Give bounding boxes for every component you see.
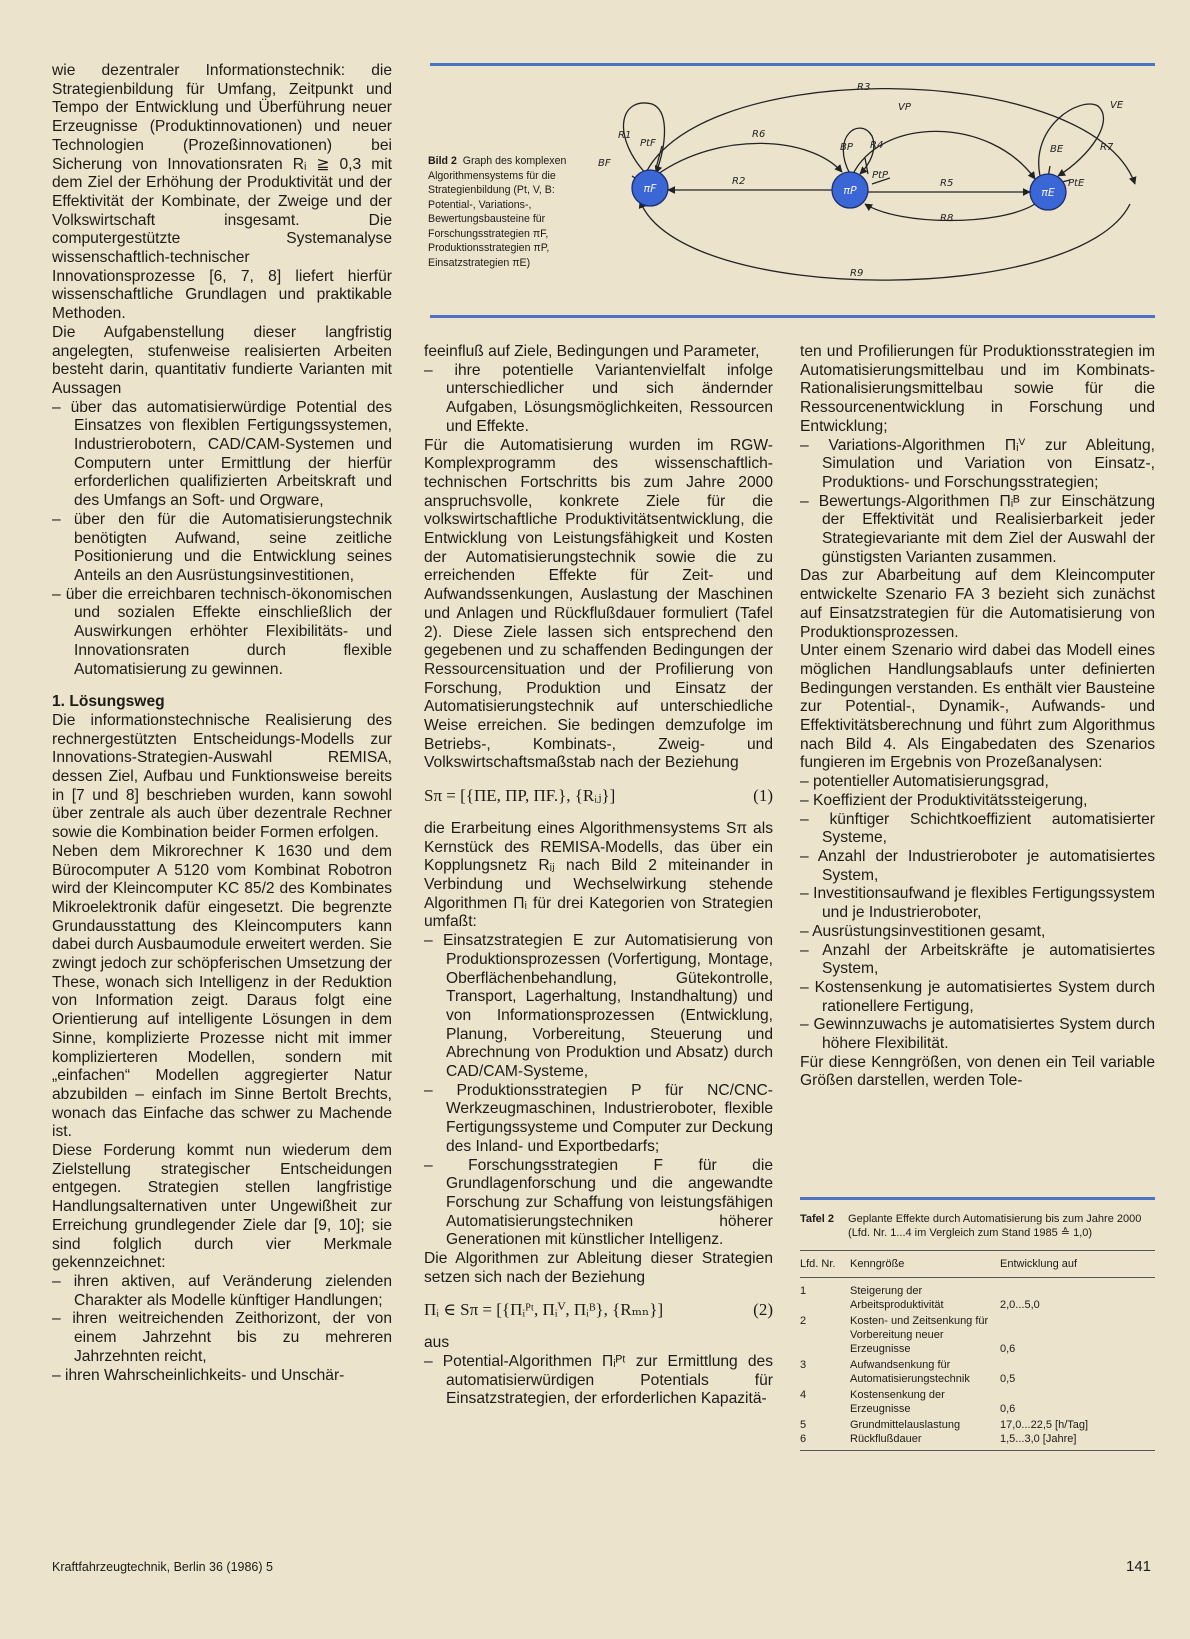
table-2: [800, 1212, 1155, 1451]
table-caption-text: Geplante Effekte durch Automatisierung bis zum Jahre 2000 (Lfd. Nr. 1...4 im Vergleich zum Stand 1985 ≙ 1,0): [848, 1213, 1142, 1239]
table-cell: 3: [800, 1359, 807, 1371]
block-label: BE: [1050, 144, 1064, 155]
paragraph: Die Aufgabenstellung dieser langfristig angelegten, stufenweise realisierten Arbeiten besteht darin, quantitativ fundierte Varianten mit Aussagen: [52, 323, 392, 397]
text-column-2: [424, 343, 773, 1409]
table-cell: 0,6: [1000, 1403, 1016, 1415]
section-heading: 1. Lösungsweg: [52, 693, 165, 711]
edge-label: R3: [857, 82, 871, 93]
journal-footer: Kraftfahrzeugtechnik, Berlin 36 (1986) 5: [52, 1560, 273, 1574]
paragraph: Neben dem Mikrorechner K 1630 und dem Bürocomputer A 5120 vom Kombinat Robotron wird der Kleincomputer KC 85/2 des Kombinates Mikroelektronik dafür eingesetzt. Die begrenzte Grundausstattung des Kleincomputers kann dabei durch Ausbaumodule erweitert werden. Sie zwingt jedoch zur schöpferischen Umsetzung der These, wonach sich Intelligenz in der Reduktion von Information zeigt. Daraus folgt eine Orientierung auf intelligente Lösungen in dem Sinne, komplizierte Prozesse nicht mit immer komplizierteren Modellen, sondern mit „einfachen“ Modellen aggregierter Natur abzubilden – einfach im Sinne Bertolt Brechts, wonach das Einfache das schwer zu Machende ist.: [52, 842, 392, 1141]
figure-bottom-rule: [430, 315, 1155, 318]
loop-r7: [1039, 104, 1104, 176]
list-item: – über die erreichbaren technisch-ökonomischen und sozialen Effekte einschließlich der Auswirkungen erhöhter Flexibilitäts- und Innovationsraten durch flexible Automatisierung zu gewinnen.: [52, 585, 392, 678]
edge-label: R5: [940, 178, 954, 189]
block-label: BF: [598, 158, 611, 169]
list-item: – Ausrüstungsinvestitionen gesamt,: [800, 922, 1046, 940]
table-cell: Grundmittelauslastung: [850, 1419, 961, 1431]
list-item: – Bewertungs-Algorithmen Πᵢᴮ zur Einschätzung der Effektivität und Realisierbarkeit jeder Strategievariante mit dem Ziel der Auswahl der günstigsten Varianten zusammen.: [800, 492, 1155, 566]
table-cell: 4: [800, 1389, 807, 1401]
equation-2: [424, 1301, 773, 1320]
table-caption: [800, 1212, 1155, 1240]
list-item: – Forschungsstrategien F für die Grundlagenforschung und die angewandte Forschung zur Schaffung von leistungsfähigen Automatisierungstechniken höherer Generationen mit künstlicher Intelligenz.: [424, 1156, 773, 1249]
equation-body: Sπ = [{ΠE, ΠP, ΠF.}, {Rᵢⱼ}]: [424, 786, 616, 806]
equation-number: (1): [753, 786, 773, 806]
edge-label: R2: [732, 176, 746, 187]
figure-label: Bild 2: [428, 155, 457, 167]
list-item: – Variations-Algorithmen Πᵢⱽ zur Ableitung, Simulation und Variation von Einsatz-, Produktions- und Forschungsstrategien;: [800, 436, 1155, 491]
block-label: BP: [840, 142, 853, 153]
table-cell: 1: [800, 1285, 807, 1297]
list-item: – Einsatzstrategien E zur Automatisierung von Produktionsprozessen (Vorfertigung, Montage, Oberflächenbehandlung, Gütekontrolle, Transport, Lagerhaltung, Instandhaltung) und von Informationsprozessen (Entwicklung, Planung, Vorbereitung, Steuerung und Abrechnung von Produktion und Absatz) durch CAD/CAM-Systeme,: [424, 932, 773, 1081]
edge-label: R7: [1100, 142, 1114, 153]
table-cell: Steigerung der Arbeitsproduktivität: [850, 1285, 944, 1311]
edge-label: R1: [618, 130, 632, 141]
table-cell: 5: [800, 1419, 807, 1431]
list-item: – ihre potentielle Variantenvielfalt infolge unterschiedlicher und sich ändernder Aufgaben, Lösungsmöglichkeiten, Ressourcen und Effekte.: [424, 361, 773, 435]
block-label: VE: [1110, 100, 1124, 111]
paragraph: feeinfluß auf Ziele, Bedingungen und Parameter,: [424, 343, 760, 360]
table-cell: 17,0...22,5 [h/Tag]: [1000, 1419, 1089, 1431]
edge-label: R9: [850, 268, 864, 279]
equation-body: Πᵢ ∈ Sπ = [{Πᵢᴾᵗ, Πᵢⱽ, Πᵢᴮ}, {Rₘₙ}]: [424, 1300, 664, 1320]
table-row: [800, 1314, 1155, 1356]
table-label: Tafel 2: [800, 1213, 835, 1225]
block-label: PtP: [872, 170, 888, 181]
table-cell: 0,5: [1000, 1373, 1016, 1385]
paragraph: Unter einem Szenario wird dabei das Modell eines möglichen Handlungsablaufs unter definierten Bedingungen verstanden. Es enthält vier Bausteine zur Potential-, Dynamik-, Aufwands- und Effektivitätsberechnung und führt zum Algorithmus nach Bild 4. Als Eingabedaten des Szenarios fungieren im Ergebnis von Prozeßanalysen:: [800, 642, 1155, 772]
table-row: [800, 1358, 1155, 1386]
table-row: [800, 1284, 1155, 1312]
list-item: – Koeffizient der Produktivitätssteigerung,: [800, 791, 1088, 809]
table-cell: 0,6: [1000, 1343, 1016, 1355]
list-item: – künftiger Schichtkoeffizient automatisierter Systeme,: [800, 810, 1155, 847]
page-number: 141: [1126, 1558, 1152, 1575]
equation-1: [424, 787, 773, 806]
table-cell: Aufwandsenkung für Automatisierungstechnik: [850, 1359, 970, 1385]
edge-label: R8: [940, 213, 954, 224]
list-item: – ihren Wahrscheinlichkeits- und Unschär-: [52, 1366, 345, 1384]
list-item: – Anzahl der Arbeitskräfte je automatisiertes System,: [800, 941, 1155, 978]
paragraph: Diese Forderung kommt nun wiederum dem Zielstellung strategischer Entscheidungen entgegen. Strategien stellen langfristige Handlungsalternativen unter Ungewißheit zur Erreichung grundlegender Ziele dar [9, 10]; sie sind folglich durch vier Merkmale gekennzeichnet:: [52, 1142, 392, 1272]
table-cell: Rückflußdauer: [850, 1433, 922, 1445]
paragraph: ten und Profilierungen für Produktionsstrategien im Automatisierungsmittelbau und im Kombinats-Rationalisierungsmittelbau sowie für die Ressourcenentwicklung in Forschung und Entwicklung;: [800, 343, 1155, 435]
block-label: PtF: [640, 138, 656, 149]
table-top-rule: [800, 1197, 1155, 1200]
list-item: – Investitionsaufwand je flexibles Fertigungssystem und je Industrieroboter,: [800, 885, 1155, 922]
node-label-p: πP: [843, 184, 857, 197]
table-row: [800, 1432, 1155, 1446]
list-item: – ihren aktiven, auf Veränderung zielenden Charakter als Modelle künftiger Handlungen;: [52, 1273, 392, 1309]
text-column-1: [52, 62, 392, 1385]
text-column-3: [800, 343, 1155, 1091]
list-item: – Gewinnzuwachs je automatisiertes System durch höhere Flexibilität.: [800, 1016, 1155, 1053]
list-item: – Produktionsstrategien P für NC/CNC-Werkzeugmaschinen, Industrieroboter, flexible Fertigungssysteme und Computer zur Deckung des Inland- und Exportbedarfs;: [424, 1081, 773, 1155]
edge-label: R6: [752, 129, 766, 140]
list-item: – über das automatisierwürdige Potential des Einsatzes von flexiblen Fertigungssystemen, Industrierobotern, CAD/CAM-Systemen und Computern unter Ermittlung der hierfür erforderlichen qualifizierten Arbeitskraft und des Umfangs an Soft- und Orgware,: [52, 398, 392, 510]
list-item: – über den für die Automatisierungstechnik benötigten Aufwand, seine zeitliche Positionierung und die Entwicklung seines Anteils an den Ausrüstungsinvestitionen,: [52, 510, 392, 584]
figure-caption: [428, 154, 596, 270]
paragraph: die Erarbeitung eines Algorithmensystems Sπ als Kernstück des REMISA-Modells, das über ein Kopplungsnetz Rᵢⱼ nach Bild 2 miteinander in Verbindung und Wechselwirkung stehende Algorithmen Πᵢ für drei Kategorien von Strategien umfaßt:: [424, 819, 773, 931]
list-item: – potentieller Automatisierungsgrad,: [800, 773, 1049, 791]
list-item: – Anzahl der Industrieroboter je automatisiertes System,: [800, 847, 1155, 884]
paragraph: aus: [424, 1334, 450, 1352]
table-header: [800, 1250, 1155, 1278]
table-cell: 1,5...3,0 [Jahre]: [1000, 1433, 1077, 1445]
table-body: [800, 1278, 1155, 1451]
column-header: Entwicklung auf: [1000, 1258, 1078, 1270]
equation-number: (2): [753, 1300, 773, 1320]
table-row: [800, 1388, 1155, 1416]
block-label: VP: [898, 102, 911, 113]
edge-r6: [658, 143, 842, 174]
paragraph: Die Algorithmen zur Ableitung dieser Strategien setzen sich nach der Beziehung: [424, 1250, 773, 1286]
column-header: Lfd. Nr.: [800, 1258, 836, 1270]
node-label-f: πF: [643, 182, 657, 195]
list-item: – Potential-Algorithmen Πᵢᴾᵗ zur Ermittlung des automatisierwürdigen Potentials für Einsatzstrategien, der erforderlichen Kapazitä-: [424, 1352, 773, 1408]
node-label-e: πE: [1041, 186, 1055, 199]
column-header: Kenngröße: [850, 1258, 905, 1270]
table-cell: 2,0...5,0: [1000, 1299, 1040, 1311]
paragraph: wie dezentraler Informationstechnik: die Strategienbildung für Umfang, Zeitpunkt und Tempo der Entwicklung und Überführung neuer Erzeugnisse (Produktinnovationen) und neuer Technologien (Prozeßinnovationen) bei Sicherung von Innovationsraten Rᵢ ≧ 0,3 mit dem Ziel der Erhöhung der Produktivität und der Effektivität der Kombinate, der Zweige und der Volkswirtschaft insgesamt. Die computergestützte Systemanalyse wissenschaftlich-technischer Innovationsprozesse [6, 7, 8] liefert hierfür wissenschaftliche Grundlagen und praktikable Methoden.: [52, 62, 392, 323]
table-cell: 2: [800, 1315, 807, 1327]
table-row: [800, 1418, 1155, 1432]
edge-label: R4: [870, 140, 884, 151]
table-cell: Kostensenkung der Erzeugnisse: [850, 1389, 945, 1415]
figure-top-rule: [430, 63, 1155, 66]
paragraph: Die informationstechnische Realisierung des rechnergestützten Entscheidungs-Modells zur Innovations-Strategien-Auswahl REMISA, dessen Ziel, Aufbau und Funktionsweise bereits in [7 und 8] beschrieben wurden, kann sowohl über zentrale als auch über dezentrale Rechner sowie die Kombination beider Formen erfolgen.: [52, 711, 392, 842]
paragraph: Für die Automatisierung wurden im RGW-Komplexprogramm des wissenschaftlich-technischen Fortschritts bis zum Jahre 2000 anspruchsvolle, konkrete Ziele für die volkswirtschaftliche Produktivitätsentwicklung, die Entwicklung von Leistungsfähigkeit und Kosten der Automatisierungstechnik sowie die zu erreichenden Effekte für Zeit- und Aufwandssenkungen, Auslastung der Maschinen und Anlagen und Rückflußdauer formuliert (Tafel 2). Diese Ziele lassen sich entsprechend den gegebenen und zu schaffenden Bedingungen der Ressourcensituation und der Profilierung von Forschung, Produktion und Einsatz der Automatisierungstechnik auf unterschiedliche Weise erreichen. Sie bedingen demzufolge im Betriebs-, Kombinats-, Zweig- und Volkswirtschaftsmaßstab nach der Beziehung: [424, 436, 773, 772]
block-label: PtE: [1068, 178, 1085, 189]
paragraph: Für diese Kenngrößen, von denen ein Teil variable Größen darstellen, werden Tole-: [800, 1053, 1155, 1090]
paragraph: Das zur Abarbeitung auf dem Kleincomputer entwickelte Szenario FA 3 bezieht sich zunächst auf Einsatzstrategien für die Automatisierung von Produktionsprozessen.: [800, 567, 1155, 641]
list-item: – Kostensenkung je automatisiertes System durch rationellere Fertigung,: [800, 978, 1155, 1015]
table-cell: 6: [800, 1433, 807, 1445]
list-item: – ihren weitreichenden Zeithorizont, der von einem Jahrzehnt bis zu mehreren Jahrzehnten reicht,: [52, 1310, 392, 1365]
table-cell: Kosten- und Zeitsenkung für Vorbereitung neuer Erzeugnisse: [850, 1315, 989, 1355]
strategy-graph: [598, 76, 1160, 301]
figure-caption-text: Graph des komplexen Algorithmensystems für die Strategienbildung (Pt, V, B: Potential-, Variations-, Bewertungsbausteine für Forschungsstrategien πF, Produktionsstrategien πP, Einsatzstrategien πE): [428, 155, 567, 269]
